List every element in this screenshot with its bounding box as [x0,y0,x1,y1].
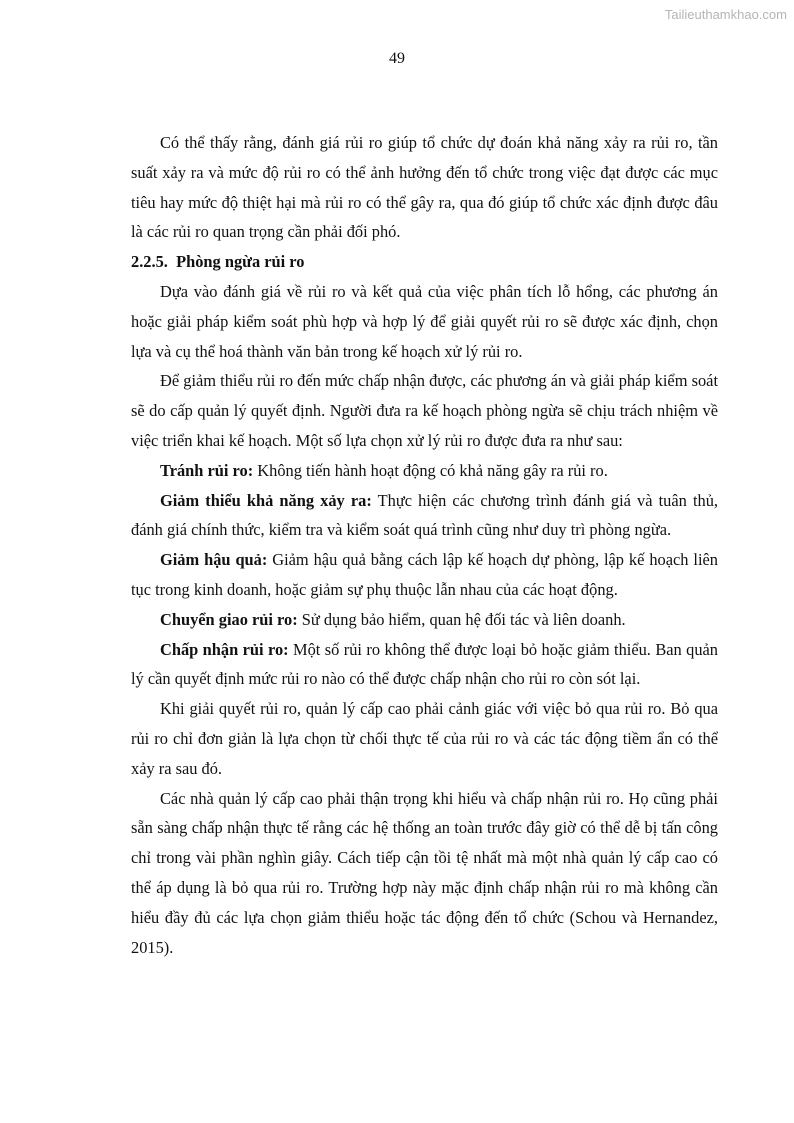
intro-paragraph: Có thể thấy rằng, đánh giá rủi ro giúp tổ chức dự đoán khả năng xảy ra rủi ro, tần suất xảy ra và mức độ rủi ro có thể ảnh hưởng đến tổ chức trong việc đạt được các mục tiêu hay mức độ thiệt hại mà rủi ro có thể gây ra, qua đó giúp tổ chức xác định được đâu là các rủi ro quan trọng cần phải đối phó. [131,133,718,242]
watermark: Tailieuthamkhao.com [664,7,787,22]
option-term: Giảm thiểu khả năng xảy ra: [160,490,372,510]
page-number: 49 [389,50,405,67]
option-reduce-consequence [131,545,718,605]
closing-paragraph: Các nhà quản lý cấp cao phải thận trọng khi hiểu và chấp nhận rủi ro. Họ cũng phải sẵn sàng chấp nhận thực tế rằng các hệ thống an toàn trước đây giờ có thể dễ bị tấn công chỉ trong vài phần nghìn giây. Cách tiếp cận tồi tệ nhất mà một nhà quản lý cấp cao có thể áp dụng là bỏ qua rủi ro. Trường hợp này mặc định chấp nhận rủi ro mà không cần hiểu đầy đủ các lựa chọn giảm thiểu hoặc tác động đến tổ chức (Schou và Hernandez, 2015). [131,788,718,957]
option-transfer [131,605,718,635]
closing-paragraph: Khi giải quyết rủi ro, quản lý cấp cao phải cảnh giác với việc bỏ qua rủi ro. Bỏ qua rủi ro chỉ đơn giản là lựa chọn từ chối thực tế của rủi ro và các tác động tiềm ẩn có thể xảy ra sau đó. [131,699,718,778]
section-title: Phòng ngừa rủi ro [176,252,305,272]
option-text: Thực hiện các chương trình đánh giá và tuân thủ, đánh giá chính thức, kiểm tra và kiểm soát quá trình cũng như duy trì phòng ngừa. [131,490,718,540]
option-avoid [131,456,718,486]
option-text: Giảm hậu quả bằng cách lập kế hoạch dự phòng, lập kế hoạch liên tục trong kinh doanh, hoặc giảm sự phụ thuộc lẫn nhau của các hoạt động. [131,550,718,599]
option-reduce-likelihood [131,486,718,546]
option-text: Một số rủi ro không thể được loại bỏ hoặc giảm thiểu. Ban quản lý cần quyết định mức rủi ro nào có thể được chấp nhận cho rủi ro còn sót lại. [131,639,718,689]
section-number: 2.2.5. [131,252,168,272]
document-body [131,128,718,962]
option-term: Giảm hậu quả: [160,550,268,570]
section-heading [131,247,718,277]
option-term: Chuyển giao rủi ro: [160,609,298,629]
option-accept [131,635,718,695]
option-term: Tránh rủi ro: [160,460,254,480]
body-paragraph: Để giảm thiểu rủi ro đến mức chấp nhận được, các phương án và giải pháp kiểm soát sẽ do cấp quản lý quyết định. Người đưa ra kế hoạch phòng ngừa sẽ chịu trách nhiệm về việc triển khai kế hoạch. Một số lựa chọn xử lý rủi ro được đưa ra như sau: [131,371,718,450]
option-text: Sử dụng bảo hiểm, quan hệ đối tác và liên doanh. [297,609,626,629]
body-paragraph: Dựa vào đánh giá về rủi ro và kết quả của việc phân tích lỗ hổng, các phương án hoặc giải pháp kiểm soát phù hợp và hợp lý để giải quyết rủi ro sẽ được xác định, chọn lựa và cụ thể hoá thành văn bản trong kế hoạch xử lý rủi ro. [131,281,718,361]
option-term: Chấp nhận rủi ro: [160,639,289,659]
option-text: Không tiến hành hoạt động có khả năng gây ra rủi ro. [253,460,608,480]
